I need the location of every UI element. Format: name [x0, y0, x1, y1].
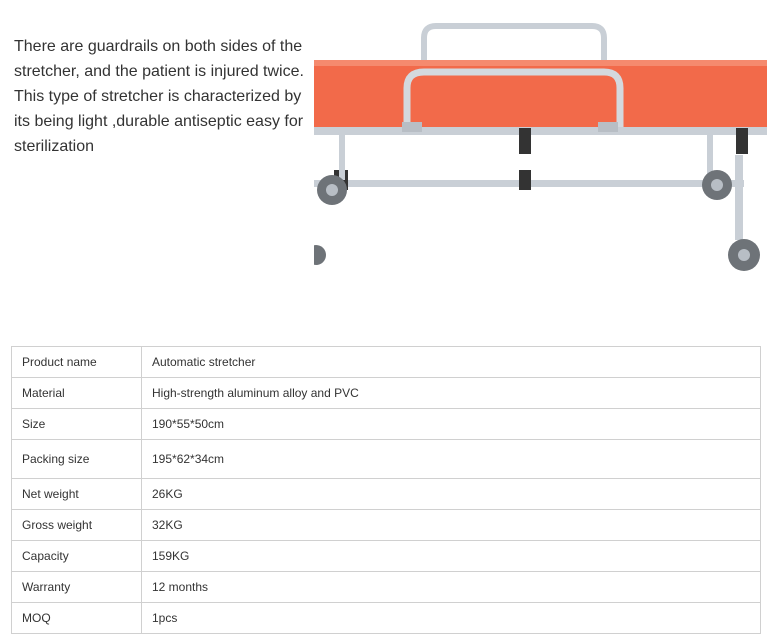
spec-label: MOQ — [12, 603, 142, 634]
table-row — [12, 541, 761, 572]
spec-label: Product name — [12, 347, 142, 378]
spec-value: 1pcs — [142, 603, 761, 634]
table-row — [12, 510, 761, 541]
spec-label: Size — [12, 409, 142, 440]
frame-rail — [314, 127, 767, 135]
spec-value: 159KG — [142, 541, 761, 572]
table-row — [12, 572, 761, 603]
table-row — [12, 347, 761, 378]
spec-value: Automatic stretcher — [142, 347, 761, 378]
table-row — [12, 440, 761, 479]
spec-label: Gross weight — [12, 510, 142, 541]
spec-value: 12 months — [142, 572, 761, 603]
table-row — [12, 378, 761, 409]
table-row — [12, 603, 761, 634]
spec-value: High-strength aluminum alloy and PVC — [142, 378, 761, 409]
spec-label: Warranty — [12, 572, 142, 603]
spec-label: Packing size — [12, 440, 142, 479]
spec-value: 32KG — [142, 510, 761, 541]
back-guardrail — [424, 26, 604, 65]
description-paragraph: This type of stretcher is characterized by its being light ,durable antiseptic easy for sterilization — [14, 88, 304, 155]
stretcher-photo — [314, 10, 767, 278]
spec-label: Capacity — [12, 541, 142, 572]
description-paragraph: There are guardrails on both sides of the stretcher, and the patient is injured twice. — [14, 38, 304, 80]
spec-table — [11, 346, 761, 634]
spec-value: 26KG — [142, 479, 761, 510]
spec-label: Material — [12, 378, 142, 409]
spec-value: 195*62*34cm — [142, 440, 761, 479]
wheel — [314, 245, 326, 265]
table-row — [12, 409, 761, 440]
spec-label: Net weight — [12, 479, 142, 510]
table-row — [12, 479, 761, 510]
spec-value: 190*55*50cm — [142, 409, 761, 440]
product-description — [14, 34, 304, 159]
